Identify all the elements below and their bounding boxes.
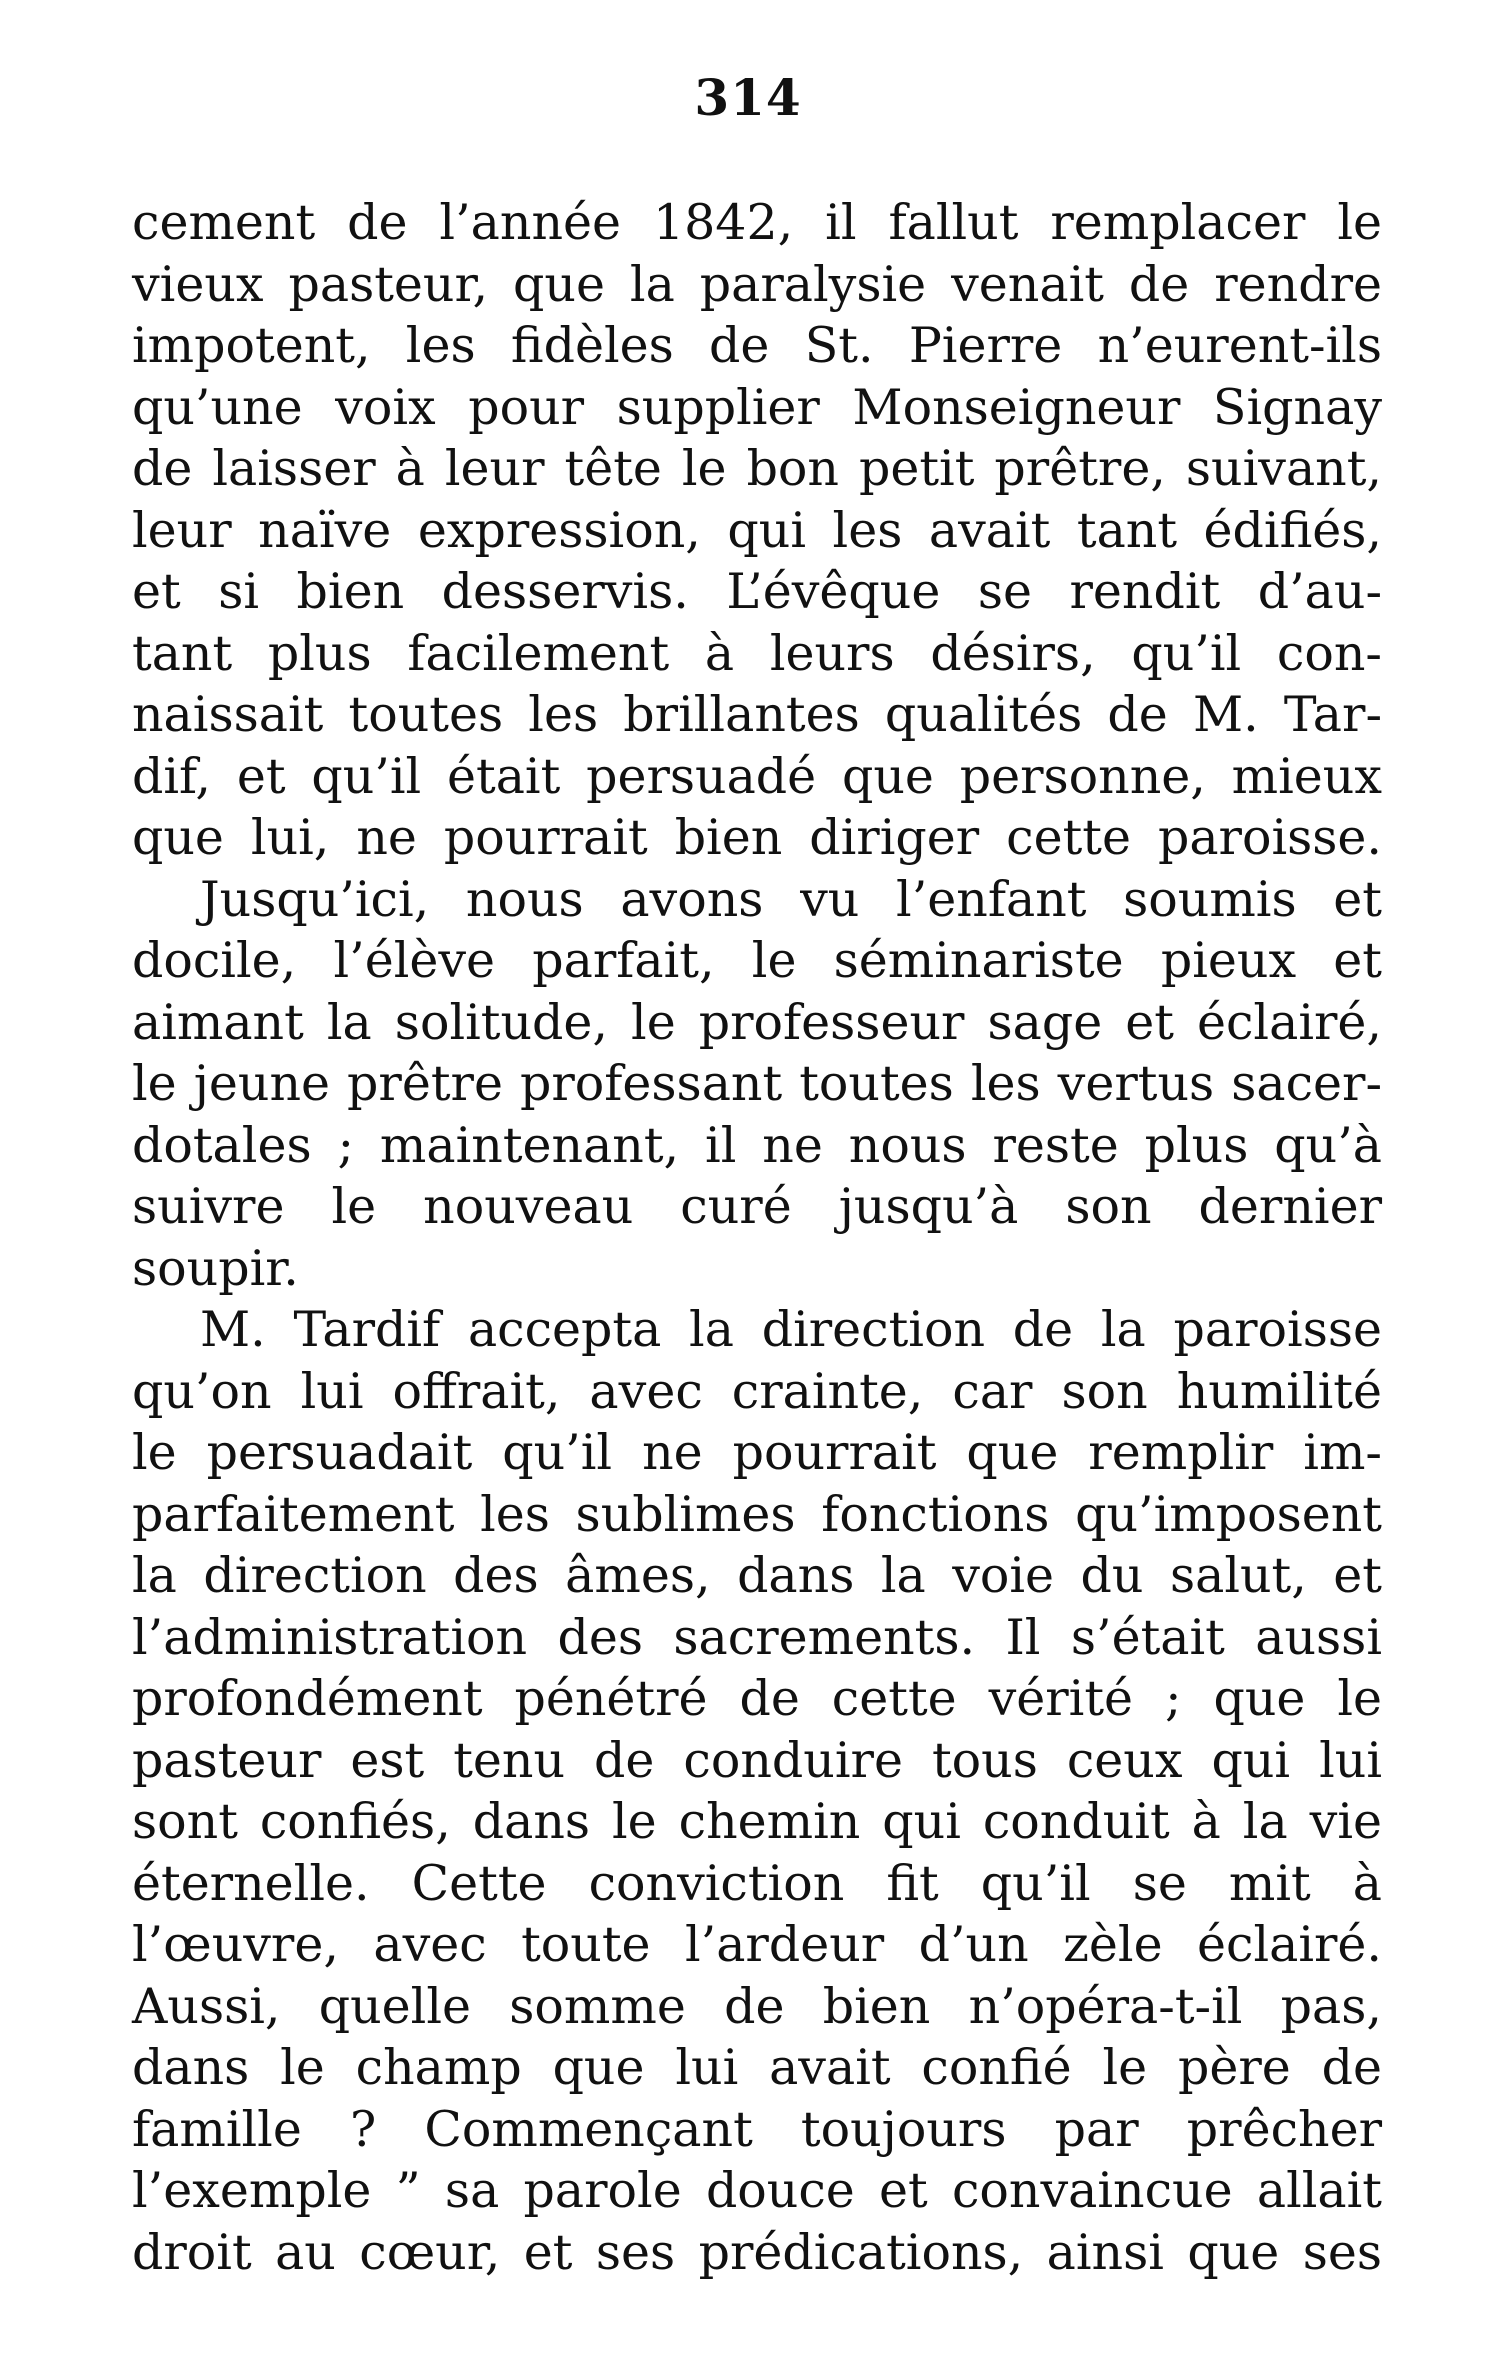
text-line: qu’on lui offrait, avec crainte, car son humilité — [132, 1362, 1382, 1420]
text-line: aimant la solitude, le professeur sage et éclairé, — [132, 993, 1382, 1051]
text-line: parfaitement les sublimes fonctions qu’imposent — [132, 1485, 1382, 1543]
text-line: l’administration des sacrements. Il s’était aussi — [132, 1608, 1382, 1666]
text-line: naissait toutes les brillantes qualités de M. Tar- — [132, 686, 1382, 743]
text-line: dotales ; maintenant, il ne nous reste plus qu’à — [132, 1116, 1382, 1174]
paragraph-first-line: Jusqu’ici, nous avons vu l’enfant soumis et — [200, 870, 1382, 928]
text-line: la direction des âmes, dans la voie du salut, et — [132, 1547, 1382, 1604]
text-line: Aussi, quelle somme de bien n’opéra-t-il pas, — [132, 1977, 1382, 2035]
text-line: leur naïve expression, qui les avait tant édifiés, — [132, 501, 1382, 559]
text-line: tant plus facilement à leurs désirs, qu’il con- — [132, 624, 1382, 682]
text-line: l’exemple ” sa parole douce et convaincue allait — [132, 2162, 1382, 2219]
text-line: cement de l’année 1842, il fallut remplacer le — [132, 194, 1382, 251]
text-line: qu’une voix pour supplier Monseigneur Signay — [132, 378, 1382, 436]
page-number: 314 — [694, 68, 802, 127]
text-line: que lui, ne pourrait bien diriger cette paroisse. — [132, 809, 1382, 866]
text-line: et si bien desservis. L’évêque se rendit d’au- — [132, 563, 1382, 620]
text-line: l’œuvre, avec toute l’ardeur d’un zèle éclairé. — [132, 1916, 1382, 1973]
body-text — [132, 192, 1382, 2283]
text-line: suivre le nouveau curé jusqu’à son dernier — [132, 1178, 1382, 1235]
text-line: le jeune prêtre professant toutes les vertus sacer- — [132, 1055, 1382, 1112]
text-line: profondément pénétré de cette vérité ; que le — [132, 1670, 1382, 1727]
text-line: droit au cœur, et ses prédications, ainsi que ses — [132, 2223, 1382, 2281]
text-line: sont confiés, dans le chemin qui conduit à la vie — [132, 1793, 1382, 1850]
text-line: docile, l’élève parfait, le séminariste pieux et — [132, 932, 1382, 989]
text-line: le persuadait qu’il ne pourrait que remplir im- — [132, 1424, 1382, 1481]
text-line: de laisser à leur tête le bon petit prêtre, suivant, — [132, 440, 1382, 497]
paragraph-last-line: soupir. — [132, 1239, 299, 1297]
text-line: dif, et qu’il était persuadé que personne, mieux — [132, 747, 1382, 805]
paragraph-first-line: M. Tardif accepta la direction de la paroisse — [200, 1301, 1382, 1358]
text-line: pasteur est tenu de conduire tous ceux qui lui — [132, 1731, 1382, 1789]
text-line: éternelle. Cette conviction fit qu’il se mit à — [132, 1854, 1382, 1912]
text-line: dans le champ que lui avait confié le père de — [132, 2039, 1382, 2096]
text-line: vieux pasteur, que la paralysie venait de rendre — [132, 255, 1382, 313]
text-line: impotent, les fidèles de St. Pierre n’eurent-ils — [132, 317, 1382, 374]
text-line: famille ? Commençant toujours par prêcher — [132, 2100, 1382, 2158]
